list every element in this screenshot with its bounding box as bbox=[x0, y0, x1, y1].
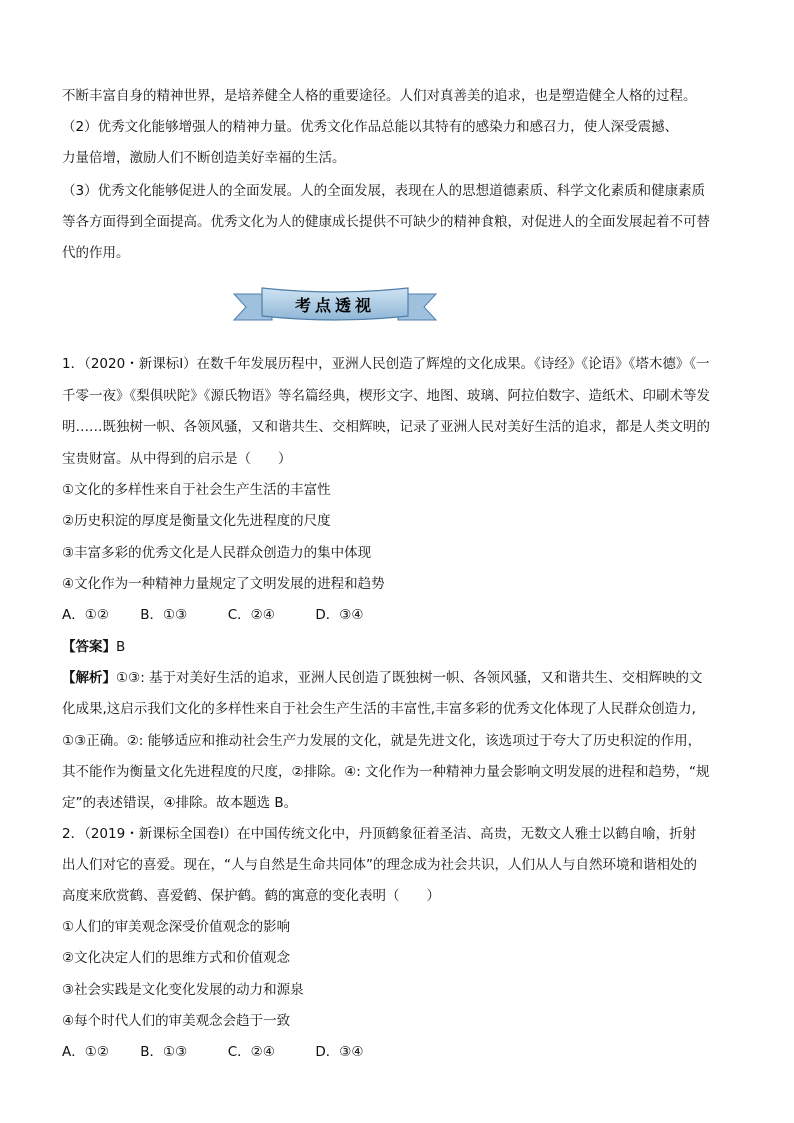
q1-option-1: ①文化的多样性来自于社会生产生活的丰富性 bbox=[62, 482, 331, 498]
answer-label: 【答案】 bbox=[62, 639, 116, 655]
q1-option-4: ④文化作为一种精神力量规定了文明发展的进程和趋势 bbox=[62, 576, 385, 592]
q1-option-2: ②历史积淀的厚度是衡量文化先进程度的尺度 bbox=[62, 513, 331, 529]
q2-option-3: ③社会实践是文化变化发展的动力和源泉 bbox=[62, 982, 304, 998]
q1-stem-line-4: 宝贵财富。从中得到的启示是（ ） bbox=[62, 451, 292, 467]
analysis-text: ①③: 基于对美好生活的追求，亚洲人民创造了既独树一帜、各领风骚，又和谐共生、交相辉映的文 bbox=[116, 670, 703, 686]
banner-title: 考点透视 bbox=[294, 295, 375, 315]
section-banner bbox=[232, 284, 438, 324]
intro-line-1: 不断丰富自身的精神世界，是培养健全人格的重要途径。人们对真善美的追求，也是塑造健全人格的过程。 bbox=[62, 88, 697, 104]
q1-stem-line-1: 1．（2020・新课标Ⅰ）在数千年发展历程中，亚洲人民创造了辉煌的文化成果。《诗经》《论语》《塔木德》《一 bbox=[62, 356, 710, 372]
analysis-label: 【解析】 bbox=[62, 670, 116, 686]
answer-value: B bbox=[116, 639, 126, 655]
q2-option-1: ①人们的审美观念深受价值观念的影响 bbox=[62, 919, 291, 935]
intro-line-5: 等各方面得到全面提高。优秀文化为人的健康成长提供不可缺少的精神食粮，对促进人的全面发展起着不可替 bbox=[62, 214, 710, 230]
q2-stem-line-2: 出人们对它的喜爱。现在，“人与自然是生命共同体”的理念成为社会共识，人们从人与自然环境和谐相处的 bbox=[62, 857, 697, 873]
intro-line-4: （3）优秀文化能够促进人的全面发展。人的全面发展，表现在人的思想道德素质、科学文化素质和健康素质 bbox=[62, 183, 706, 199]
intro-line-2: （2）优秀文化能够增强人的精神力量。优秀文化作品总能以其特有的感染力和感召力，使人深受震撼、 bbox=[62, 119, 679, 135]
q1-analysis-line-5: 定”的表述错误，④排除。故本题选 B。 bbox=[62, 795, 298, 811]
q2-choices: A．①② B．①③ C．②④ D．③④ bbox=[62, 1044, 364, 1060]
intro-line-3: 力量倍增，激励人们不断创造美好幸福的生活。 bbox=[62, 150, 346, 166]
q2-stem-line-1: 2．（2019・新课标全国卷Ⅰ）在中国传统文化中，丹顶鹤象征着圣洁、高贵，无数文人雅士以鹤自喻，折射 bbox=[62, 826, 697, 842]
q1-stem-line-3: 明……既独树一帜、各领风骚，又和谐共生、交相辉映，记录了亚洲人民对美好生活的追求，都是人类文明的 bbox=[62, 419, 710, 435]
intro-line-6: 代的作用。 bbox=[62, 245, 130, 261]
q1-analysis-line-1 bbox=[62, 668, 738, 688]
q1-analysis-line-4: 其不能作为衡量文化先进程度的尺度，②排除。④: 文化作为一种精神力量会影响文明发展的进程和趋势，“规 bbox=[62, 764, 710, 780]
q2-option-4: ④每个时代人们的审美观念会趋于一致 bbox=[62, 1013, 291, 1029]
q1-option-3: ③丰富多彩的优秀文化是人民群众创造力的集中体现 bbox=[62, 545, 372, 561]
q2-stem-line-3: 高度来欣赏鹤、喜爱鹤、保护鹤。鹤的寓意的变化表明（ ） bbox=[62, 888, 440, 904]
q1-choices: A．①② B．①③ C．②④ D．③④ bbox=[62, 607, 364, 623]
q2-option-2: ②文化决定人们的思维方式和价值观念 bbox=[62, 950, 291, 966]
q1-stem-line-2: 千零一夜》《梨俱吠陀》《源氏物语》等名篇经典，楔形文字、地图、玻璃、阿拉伯数字、造纸术、印刷术等发 bbox=[62, 388, 710, 404]
q1-analysis-line-2: 化成果,这启示我们文化的多样性来自于社会生产生活的丰富性,丰富多彩的优秀文化体现了人民群众创造力, bbox=[62, 701, 696, 717]
q1-answer bbox=[62, 637, 738, 657]
q1-analysis-line-3: ①③正确。②: 能够适应和推动社会生产力发展的文化，就是先进文化，该选项过于夸大了历史积淀的作用， bbox=[62, 733, 702, 749]
